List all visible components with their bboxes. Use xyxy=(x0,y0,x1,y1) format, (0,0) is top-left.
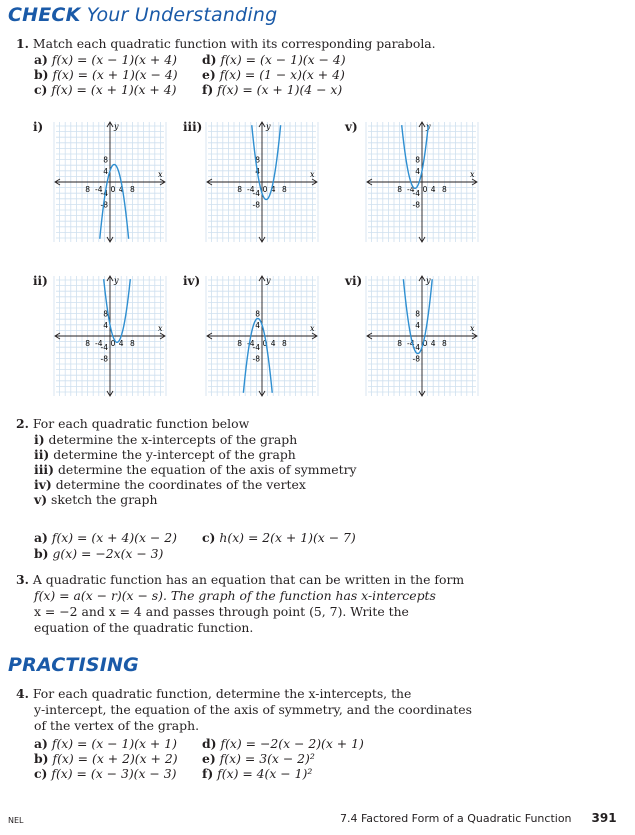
q1-option-d: d) f(x) = (x − 1)(x − 4) xyxy=(202,52,346,67)
y-tick-label: 8 xyxy=(103,309,108,319)
parabola-curve xyxy=(104,279,131,342)
x-tick-label: 0 xyxy=(110,339,116,348)
q1-options-right xyxy=(202,52,346,97)
q4-line-3: of the vertex of the graph. xyxy=(34,718,200,733)
q2-step-ii: ii) determine the y-intercept of the graph xyxy=(34,447,296,462)
page-number: 391 xyxy=(591,811,617,825)
x-tick-label: 8 xyxy=(397,339,402,348)
x-tick-label: -4 xyxy=(407,185,415,194)
y-tick-label: 4 xyxy=(415,166,420,176)
q3-line-1: 3. A quadratic function has an equation that can be written in the form xyxy=(16,572,465,587)
graph-label-i: i) xyxy=(33,120,44,134)
q2-step-iv: iv) determine the coordinates of the vertex xyxy=(34,477,306,492)
q1-option-e: e) f(x) = (1 − x)(x + 4) xyxy=(202,67,345,82)
graph-label-ii: ii) xyxy=(33,274,48,288)
q4-option-a: a) f(x) = (x − 1)(x + 1) xyxy=(34,736,177,751)
y-tick-label: 4 xyxy=(255,320,260,330)
y-tick-label: 8 xyxy=(255,309,260,319)
graph-label-vi: vi) xyxy=(345,274,363,288)
y-tick-label: 4 xyxy=(255,166,260,176)
y-tick-label: -4 xyxy=(100,343,108,353)
y-tick-label: -8 xyxy=(100,200,108,210)
y-tick-label: -4 xyxy=(252,189,260,199)
x-tick-label: 4 xyxy=(118,339,124,348)
x-tick-label: 0 xyxy=(262,185,268,194)
q1-prompt xyxy=(16,36,436,51)
y-tick-label: -4 xyxy=(252,343,260,353)
q1-number: 1. xyxy=(16,36,29,51)
x-tick-label: 8 xyxy=(237,339,242,348)
x-tick-label: 4 xyxy=(118,185,124,194)
q3-line-4: equation of the quadratic function. xyxy=(34,620,254,635)
x-tick-label: 8 xyxy=(442,339,447,348)
x-tick-label: 4 xyxy=(270,339,276,348)
q4-option-b: b) f(x) = (x + 2)(x + 2) xyxy=(34,751,178,766)
x-tick-label: 8 xyxy=(237,185,242,194)
y-tick-label: 4 xyxy=(103,166,108,176)
x-tick-label: 0 xyxy=(110,185,116,194)
x-tick-label: 8 xyxy=(397,185,402,194)
q3-line-2: f(x) = a(x − r)(x − s). The graph of the function has x-intercepts xyxy=(34,588,436,603)
q4-option-c: c) f(x) = (x − 3)(x − 3) xyxy=(34,766,177,781)
y-tick-label: 8 xyxy=(255,155,260,165)
q4-options-left xyxy=(34,736,178,781)
x-axis-label: x xyxy=(158,324,163,333)
x-tick-label: 8 xyxy=(85,185,90,194)
q1-options-left xyxy=(34,52,178,97)
x-tick-label: -4 xyxy=(247,185,255,194)
graph-label-v: v) xyxy=(345,120,358,134)
q4-option-d: d) f(x) = −2(x − 2)(x + 1) xyxy=(202,736,364,751)
x-tick-label: 4 xyxy=(430,185,436,194)
q4-options-right xyxy=(202,736,364,781)
y-tick-label: 8 xyxy=(415,155,420,165)
y-tick-label: -8 xyxy=(412,200,420,210)
y-axis-label: y xyxy=(426,276,431,285)
q2-part-a: a) f(x) = (x + 4)(x − 2) xyxy=(34,530,177,545)
footer-publisher: NEL xyxy=(8,816,24,825)
x-axis-label: x xyxy=(310,324,315,333)
x-axis-label: x xyxy=(470,170,475,179)
graph-vi xyxy=(362,272,482,400)
x-axis-label: x xyxy=(158,170,163,179)
x-tick-label: -4 xyxy=(247,339,255,348)
x-tick-label: -4 xyxy=(95,185,103,194)
y-tick-label: -4 xyxy=(412,189,420,199)
x-tick-label: -4 xyxy=(95,339,103,348)
x-axis-label: x xyxy=(470,324,475,333)
y-tick-label: -4 xyxy=(100,189,108,199)
graph-label-iv: iv) xyxy=(183,274,201,288)
q2-part-c: c) h(x) = 2(x + 1)(x − 7) xyxy=(202,530,356,545)
q1-option-b: b) f(x) = (x + 1)(x − 4) xyxy=(34,67,178,82)
y-axis-label: y xyxy=(266,276,271,285)
x-tick-label: 8 xyxy=(130,339,135,348)
y-axis-label: y xyxy=(426,122,431,131)
x-tick-label: 8 xyxy=(282,185,287,194)
q3-line-3: x = −2 and x = 4 and passes through point (5, 7). Write the xyxy=(34,604,409,619)
footer-title: 7.4 Factored Form of a Quadratic Function xyxy=(340,812,572,825)
x-tick-label: 8 xyxy=(130,185,135,194)
section-heading-practising: PRACTISING xyxy=(8,654,139,676)
x-tick-label: -4 xyxy=(407,339,415,348)
q4-line-2: y-intercept, the equation of the axis of symmetry, and the coordinates xyxy=(34,702,472,717)
heading-bold: CHECK xyxy=(8,4,81,26)
q4-line-1: 4. For each quadratic function, determine the x-intercepts, the xyxy=(16,686,412,701)
graph-i xyxy=(50,118,170,246)
q2-part-b: b) g(x) = −2x(x − 3) xyxy=(34,546,164,561)
q1-option-f: f) f(x) = (x + 1)(4 − x) xyxy=(202,82,343,97)
y-tick-label: 4 xyxy=(415,320,420,330)
section-heading-check xyxy=(8,4,277,26)
x-tick-label: 8 xyxy=(282,339,287,348)
q2-steps xyxy=(34,432,357,507)
x-tick-label: 0 xyxy=(262,339,268,348)
q2-step-v: v) sketch the graph xyxy=(34,492,158,507)
x-tick-label: 8 xyxy=(85,339,90,348)
y-tick-label: -8 xyxy=(252,354,260,364)
y-axis-label: y xyxy=(114,276,119,285)
y-tick-label: -8 xyxy=(252,200,260,210)
y-axis-label: y xyxy=(266,122,271,131)
q1-option-a: a) f(x) = (x − 1)(x + 4) xyxy=(34,52,177,67)
y-tick-label: -8 xyxy=(100,354,108,364)
footer-running-title xyxy=(340,811,617,825)
graph-iv xyxy=(202,272,322,400)
graph-v xyxy=(362,118,482,246)
x-tick-label: 0 xyxy=(422,185,428,194)
graph-iii xyxy=(202,118,322,246)
heading-rest: Your Understanding xyxy=(80,4,278,26)
y-axis-label: y xyxy=(114,122,119,131)
graph-label-iii: iii) xyxy=(183,120,203,134)
x-tick-label: 4 xyxy=(270,185,276,194)
q4-option-f: f) f(x) = 4(x − 1)² xyxy=(202,766,313,781)
q1-option-c: c) f(x) = (x + 1)(x + 4) xyxy=(34,82,177,97)
q2-step-iii: iii) determine the equation of the axis of symmetry xyxy=(34,462,357,477)
q1-text: Match each quadratic function with its corresponding parabola. xyxy=(32,36,436,51)
q2-prompt: 2. For each quadratic function below xyxy=(16,416,250,431)
y-tick-label: 8 xyxy=(415,309,420,319)
y-tick-label: -8 xyxy=(412,354,420,364)
x-tick-label: 8 xyxy=(442,185,447,194)
y-tick-label: 4 xyxy=(103,320,108,330)
x-tick-label: 4 xyxy=(430,339,436,348)
x-tick-label: 0 xyxy=(422,339,428,348)
q4-option-e: e) f(x) = 3(x − 2)² xyxy=(202,751,315,766)
x-axis-label: x xyxy=(310,170,315,179)
graph-ii xyxy=(50,272,170,400)
y-tick-label: 8 xyxy=(103,155,108,165)
y-tick-label: -4 xyxy=(412,343,420,353)
q2-step-i: i) determine the x-intercepts of the graph xyxy=(34,432,298,447)
